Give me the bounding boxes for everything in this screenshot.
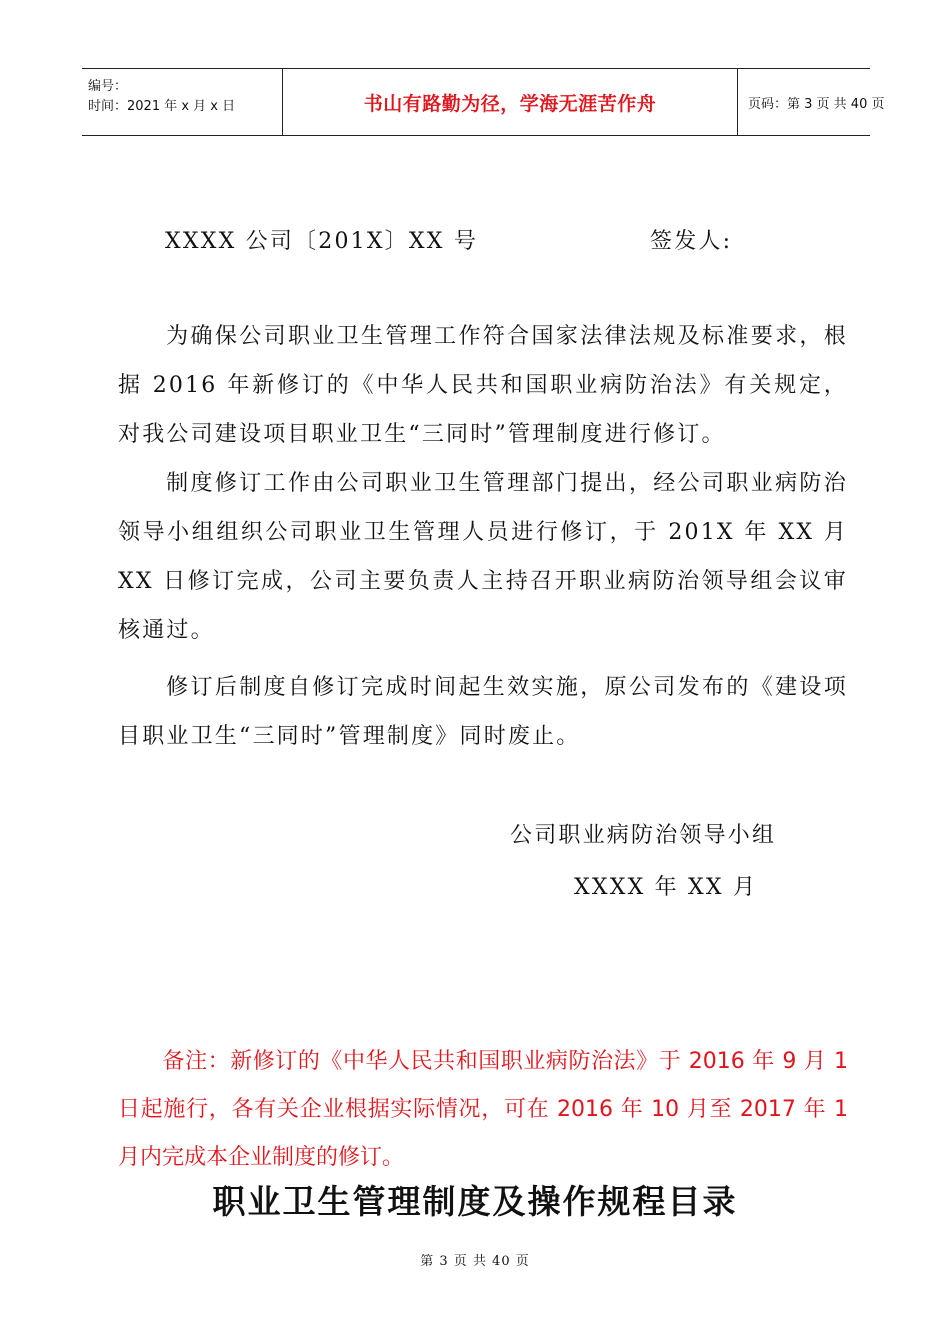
- page-header: [82, 68, 885, 136]
- document-number: XXXX 公司〔201X〕XX 号: [165, 229, 479, 254]
- page-footer: 第 3 页 共 40 页: [420, 1254, 530, 1269]
- signature-org: 公司职业病防治领导小组: [510, 823, 777, 848]
- paragraph-2: [118, 459, 848, 655]
- header-meta-cell: [82, 69, 282, 135]
- header-motto: 书山有路勤为径，学海无涯苦作舟: [363, 92, 657, 115]
- header-page-label: 页码：第 3 页 共 40 页: [748, 96, 885, 112]
- section-title: 职业卫生管理制度及操作规程目录: [212, 1182, 738, 1221]
- paragraph-3-text: 修订后制度自修订完成时间起生效实施，原公司发布的《建设项目职业卫生“三同时”管理制度》同时废止。: [118, 675, 848, 749]
- paragraph-1: [118, 312, 848, 459]
- paragraph-2-text: 制度修订工作由公司职业卫生管理部门提出，经公司职业病防治领导小组组织公司职业卫生管理人员进行修订，于 201X 年 XX 月 XX 日修订完成，公司主要负责人主持召开职业病防治领导组会议审核通过。: [118, 471, 848, 643]
- signer-label: 签发人:: [650, 229, 733, 254]
- paragraph-3: [118, 663, 848, 761]
- header-motto-cell: [282, 69, 738, 135]
- header-number-label: 编号：: [88, 79, 128, 94]
- signature-date: XXXX 年 XX 月: [574, 875, 758, 900]
- revision-note-text: 备注：新修订的《中华人民共和国职业病防治法》于 2016 年 9 月 1 日起施行，各有关企业根据实际情况，可在 2016 年 10 月至 2017 年 1 月内完成本企业制度的修订。: [118, 1049, 848, 1170]
- header-page-cell: [738, 69, 885, 135]
- header-time-label: 时间：2021 年 x 月 x 日: [88, 99, 236, 114]
- paragraph-1-text: 为确保公司职业卫生管理工作符合国家法律法规及标准要求，根据 2016 年新修订的《中华人民共和国职业病防治法》有关规定，对我公司建设项目职业卫生“三同时”管理制度进行修订。: [118, 324, 848, 447]
- revision-note: [118, 1038, 848, 1182]
